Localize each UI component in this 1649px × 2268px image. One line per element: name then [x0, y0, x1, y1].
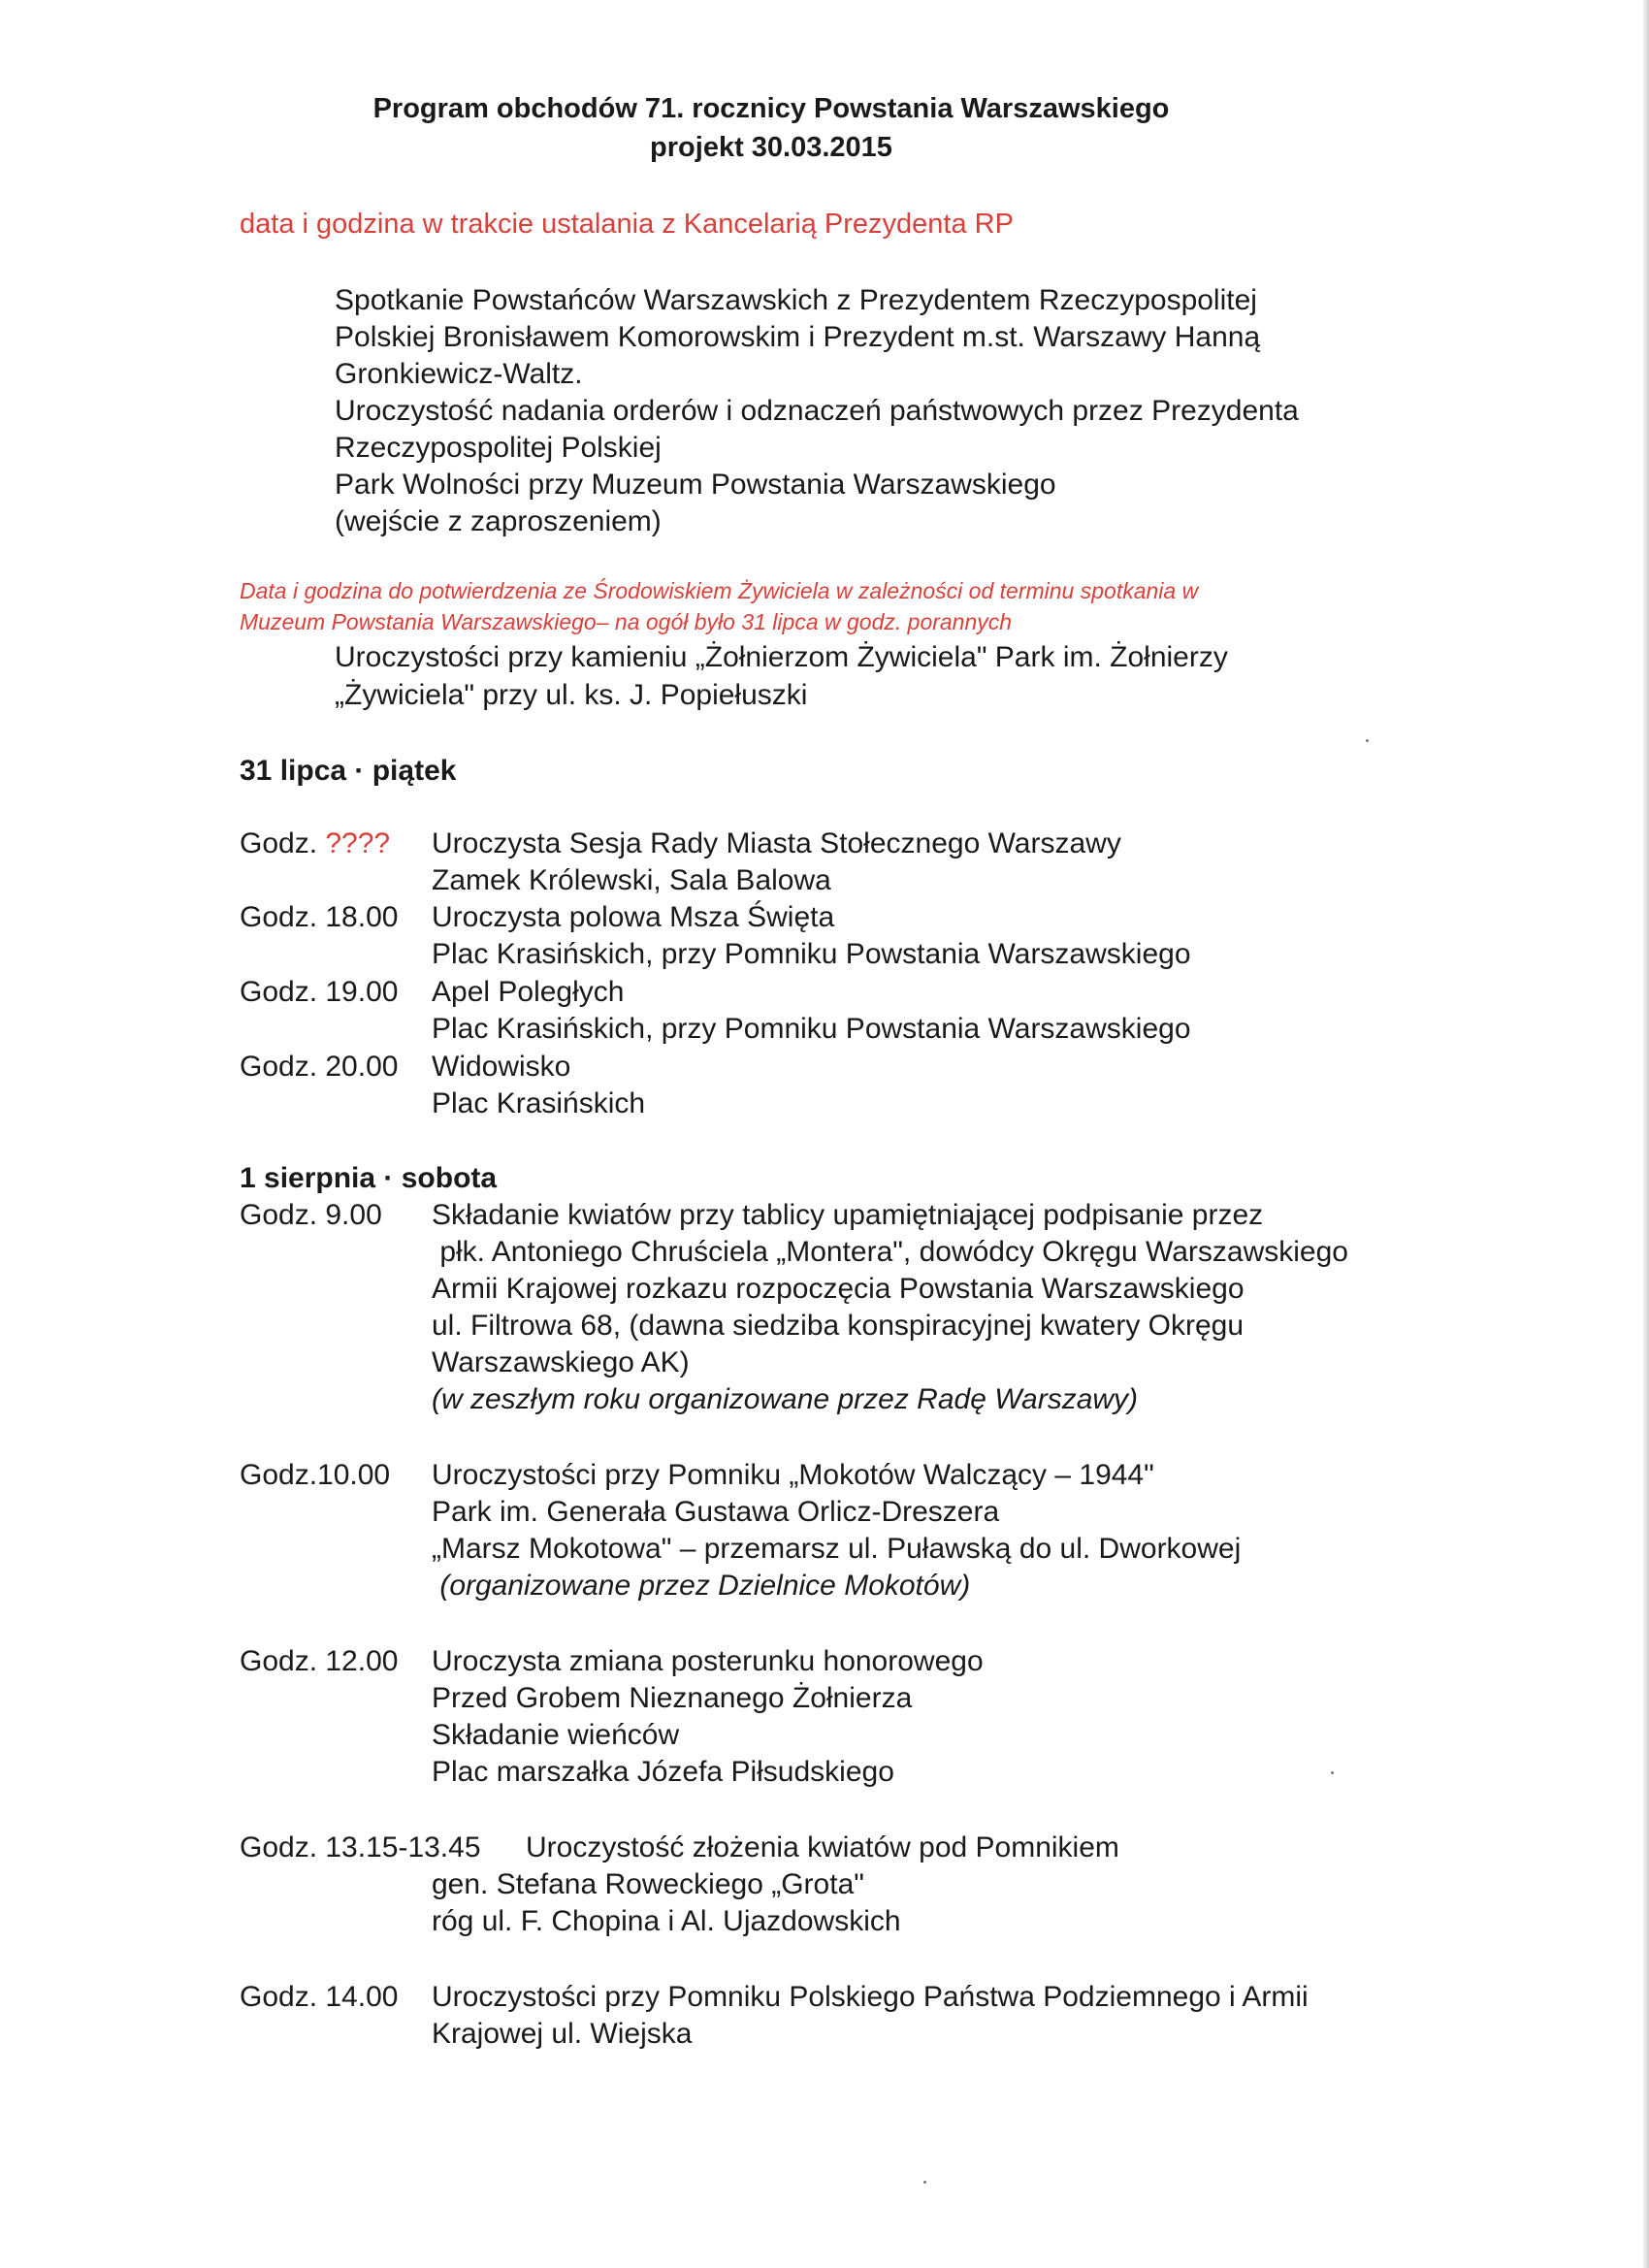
event-time: Godz. 12.00: [240, 1645, 399, 1677]
event-line: Składanie kwiatów przy tablicy upamiętniającej podpisanie przez: [432, 1199, 1264, 1231]
event-line: gen. Stefana Roweckiego „Grota": [432, 1868, 864, 1900]
zywiciel-line: „Żywiciela" przy ul. ks. J. Popiełuszki: [335, 679, 808, 711]
event-time: Godz. 20.00: [240, 1051, 399, 1083]
event-line: róg ul. F. Chopina i Al. Ujazdowskich: [432, 1905, 901, 1937]
event-time: Godz.10.00: [240, 1459, 391, 1491]
event-line: Plac marszałka Józefa Piłsudskiego: [432, 1756, 894, 1788]
scan-edge: [1643, 0, 1649, 2268]
event-line: Krajowej ul. Wiejska: [432, 2018, 693, 2050]
event-line: Uroczysta zmiana posterunku honorowego: [432, 1645, 984, 1677]
red-italic-note: Muzeum Powstania Warszawskiego– na ogół było 31 lipca w godz. porannych: [240, 609, 1013, 634]
event-note: (organizowane przez Dzielnice Mokotów): [432, 1570, 971, 1602]
time-prefix: Godz.: [240, 827, 326, 859]
event-note: (w zeszłym roku organizowane przez Radę Warszawy): [432, 1383, 1139, 1415]
event-line: Widowisko: [432, 1051, 571, 1083]
event-line: ul. Filtrowa 68, (dawna siedziba konspiracyjnej kwatery Okręgu: [432, 1310, 1245, 1342]
event-time: Godz. 9.00: [240, 1199, 382, 1231]
event-line: Park im. Generała Gustawa Orlicz-Dreszera: [432, 1496, 1000, 1528]
document-subtitle: projekt 30.03.2015: [650, 132, 892, 163]
event-line: Uroczysta Sesja Rady Miasta Stołecznego Warszawy: [432, 827, 1121, 859]
event-time: Godz. 19.00: [240, 976, 399, 1008]
event-line: Uroczysta polowa Msza Święta: [432, 901, 835, 933]
red-italic-note: Data i godzina do potwierdzenia ze Środowiskiem Żywiciela w zależności od terminu spotkania w: [240, 578, 1199, 603]
event-line: Armii Krajowej rozkazu rozpoczęcia Powstania Warszawskiego: [432, 1273, 1245, 1305]
meeting-line: Rzeczypospolitej Polskiej: [335, 432, 662, 464]
meeting-line: Spotkanie Powstańców Warszawskich z Prezydentem Rzeczypospolitej: [335, 284, 1257, 316]
event-time: Godz. 13.15-13.45: [240, 1831, 481, 1863]
event-line: płk. Antoniego Chruściela „Montera", dowódcy Okręgu Warszawskiego: [432, 1236, 1348, 1268]
event-line: Plac Krasińskich, przy Pomniku Powstania Warszawskiego: [432, 1013, 1191, 1045]
event-line: „Marsz Mokotowa" – przemarsz ul. Puławską do ul. Dworkowej: [432, 1533, 1242, 1565]
zywiciel-line: Uroczystości przy kamieniu „Żołnierzom Żywiciela" Park im. Żołnierzy: [335, 641, 1228, 673]
event-line: Uroczystości przy Pomniku „Mokotów Walczący – 1944": [432, 1459, 1154, 1491]
scan-speck: [1366, 739, 1369, 742]
event-line: Warszawskiego AK): [432, 1346, 690, 1378]
meeting-line: Gronkiewicz-Waltz.: [335, 358, 583, 390]
document-title: Program obchodów 71. rocznicy Powstania Warszawskiego: [372, 93, 1170, 124]
event-time: Godz. 18.00: [240, 901, 399, 933]
event-line: Uroczystości przy Pomniku Polskiego Państwa Podziemnego i Armii: [432, 1981, 1309, 2013]
event-line: Zamek Królewski, Sala Balowa: [432, 864, 831, 896]
event-line: Apel Poległych: [432, 976, 625, 1008]
event-line: Składanie wieńców: [432, 1719, 680, 1751]
day-heading: 1 sierpnia · sobota: [240, 1162, 498, 1194]
event-time: Godz. 14.00: [240, 1981, 399, 2013]
event-time: [240, 829, 390, 859]
scan-speck: [1331, 1771, 1334, 1774]
meeting-line: Park Wolności przy Muzeum Powstania Warszawskiego: [335, 469, 1056, 501]
meeting-line: (wejście z zaproszeniem): [335, 505, 662, 537]
event-line: Uroczystość złożenia kwiatów pod Pomnikiem: [526, 1831, 1119, 1863]
event-line: Plac Krasińskich: [432, 1087, 646, 1119]
meeting-line: Polskiej Bronisławem Komorowskim i Prezydent m.st. Warszawy Hanną: [335, 321, 1261, 353]
time-unknown: ????: [325, 827, 391, 859]
event-line: Plac Krasińskich, przy Pomniku Powstania Warszawskiego: [432, 938, 1191, 970]
day-heading: 31 lipca · piątek: [240, 755, 457, 787]
red-note: data i godzina w trakcie ustalania z Kancelarią Prezydenta RP: [240, 209, 1014, 240]
scan-speck: [923, 2181, 926, 2184]
meeting-line: Uroczystość nadania orderów i odznaczeń państwowych przez Prezydenta: [335, 395, 1299, 427]
event-line: Przed Grobem Nieznanego Żołnierza: [432, 1682, 913, 1714]
